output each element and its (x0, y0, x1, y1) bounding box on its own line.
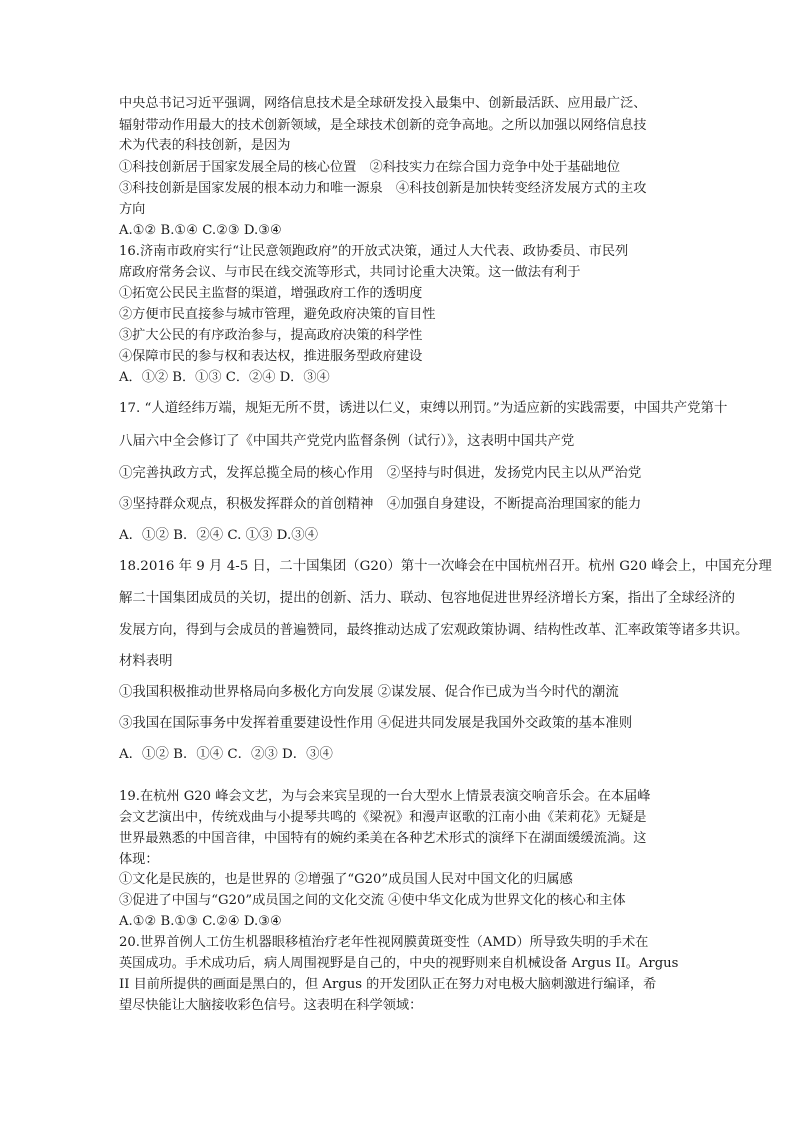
q18-stem-line-2: 解二十国集团成员的关切，提出的创新、活力、联动、包容地促进世界经济增长方案，指出了全球经济的 (119, 591, 735, 606)
q17-stem-line-2: 八届六中全会修订了《中国共产党党内监督条例（试行）》，这表明中国共产党 (119, 434, 575, 449)
q19-option-line-1: ①文化是民族的，也是世界的 ②增强了“G20”成员国人民对中国文化的归属感 (119, 872, 573, 887)
q20-stem-line-4: 望尽快能让大脑接收彩色信号。这表明在科学领域： (119, 998, 423, 1013)
q15-stem-line-3: 术为代表的科技创新，是因为 (119, 138, 291, 153)
q16-answer-choices: A．①② B．①③ C．②④ D．③④ (119, 370, 330, 385)
q19-stem-line-1: 19.在杭州 G20 峰会文艺，为与会来宾呈现的一台大型水上情景表演交响音乐会。在本届峰 (119, 789, 651, 804)
q19-stem-line-3: 世界最熟悉的中国音律，中国特有的婉约柔美在各种艺术形式的演绎下在湖面缓缓流淌。这 (119, 831, 647, 846)
q19-answer-choices: A.①② B.①③ C.②④ D.③④ (119, 914, 282, 929)
q16-stem-line-2: 席政府常务会议、与市民在线交流等形式，共同讨论重大决策。这一做法有利于 (119, 265, 581, 280)
q16-option-1: ①拓宽公民民主监督的渠道，增强政府工作的透明度 (119, 286, 423, 301)
q16-stem-line-1: 16.济南市政府实行“让民意领跑政府”的开放式决策，通过人大代表、政协委员、市民列 (119, 244, 629, 259)
q15-answer-choices: A.①② B.①④ C.②③ D.③④ (119, 223, 282, 238)
q15-option-line-2: ③科技创新是国家发展的根本动力和唯一源泉 ④科技创新是加快转变经济发展方式的主攻 (119, 181, 647, 196)
q18-option-line-1: ①我国积极推动世界格局向多极化方向发展 ②谋发展、促合作已成为当今时代的潮流 (119, 685, 619, 700)
q15-stem-line-1: 中央总书记习近平强调，网络信息技术是全球研发投入最集中、创新最活跃、应用最广泛、 (119, 96, 647, 111)
q19-option-line-2: ③促进了中国与“G20”成员国之间的文化交流 ④使中华文化成为世界文化的核心和主体 (119, 893, 626, 908)
q16-option-4: ④保障市民的参与权和表达权，推进服务型政府建设 (119, 349, 423, 364)
q19-stem-line-2: 会文艺演出中，传统戏曲与小提琴共鸣的《梁祝》和漫声讴歌的江南小曲《茉莉花》无疑是 (119, 810, 647, 825)
q17-stem-line-1: 17. “人道经纬万端，规矩无所不贯，诱进以仁义，束缚以刑罚。”为适应新的实践需要，中国共产党第十 (119, 401, 728, 416)
q16-option-2: ②方便市民直接参与城市管理，避免政府决策的盲目性 (119, 307, 436, 322)
q18-stem-line-4: 材料表明 (119, 654, 173, 669)
q15-stem-line-2: 辐射带动作用最大的技术创新领域，是全球技术创新的竞争高地。之所以加强以网络信息技 (119, 118, 647, 133)
q17-option-line-2: ③坚持群众观点，积极发挥群众的首创精神 ④加强自身建设，不断提高治理国家的能力 (119, 497, 642, 512)
q17-option-line-1: ①完善执政方式，发挥总揽全局的核心作用 ②坚持与时俱进，发扬党内民主以从严治党 (119, 466, 642, 481)
q20-stem-line-2: 英国成功。手术成功后，病人周围视野是自己的，中央的视野则来自机械设备 Argus II。Argus (119, 956, 679, 971)
q18-answer-choices: A．①② B．①④ C．②③ D．③④ (119, 747, 333, 762)
q20-stem-line-1: 20.世界首例人工仿生机器眼移植治疗老年性视网膜黄斑变性（AMD）所导致失明的手术在 (119, 935, 649, 950)
q18-option-line-2: ③我国在国际事务中发挥着重要建设性作用 ④促进共同发展是我国外交政策的基本准则 (119, 716, 633, 731)
q16-option-3: ③扩大公民的有序政治参与，提高政府决策的科学性 (119, 328, 423, 343)
q20-stem-line-3: II 目前所提供的画面是黑白的，但 Argus 的开发团队正在努力对电极大脑刺激进行编译，希 (119, 977, 657, 992)
q17-answer-choices: A．①② B．②④ C. ①③ D.③④ (119, 528, 318, 543)
q15-option-line-1: ①科技创新居于国家发展全局的核心位置 ②科技实力在综合国力竞争中处于基础地位 (119, 160, 621, 175)
q15-option-line-3: 方向 (119, 202, 146, 217)
q18-stem-line-1: 18.2016 年 9 月 4-5 日，二十国集团（G20）第十一次峰会在中国杭州召开。杭州 G20 峰会上，中国充分理 (119, 559, 772, 574)
q18-stem-line-3: 发展方向，得到与会成员的普遍赞同，最终推动达成了宏观政策协调、结构性改革、汇率政策等诸多共识。 (119, 623, 749, 638)
q19-stem-line-4: 体现： (119, 852, 159, 867)
